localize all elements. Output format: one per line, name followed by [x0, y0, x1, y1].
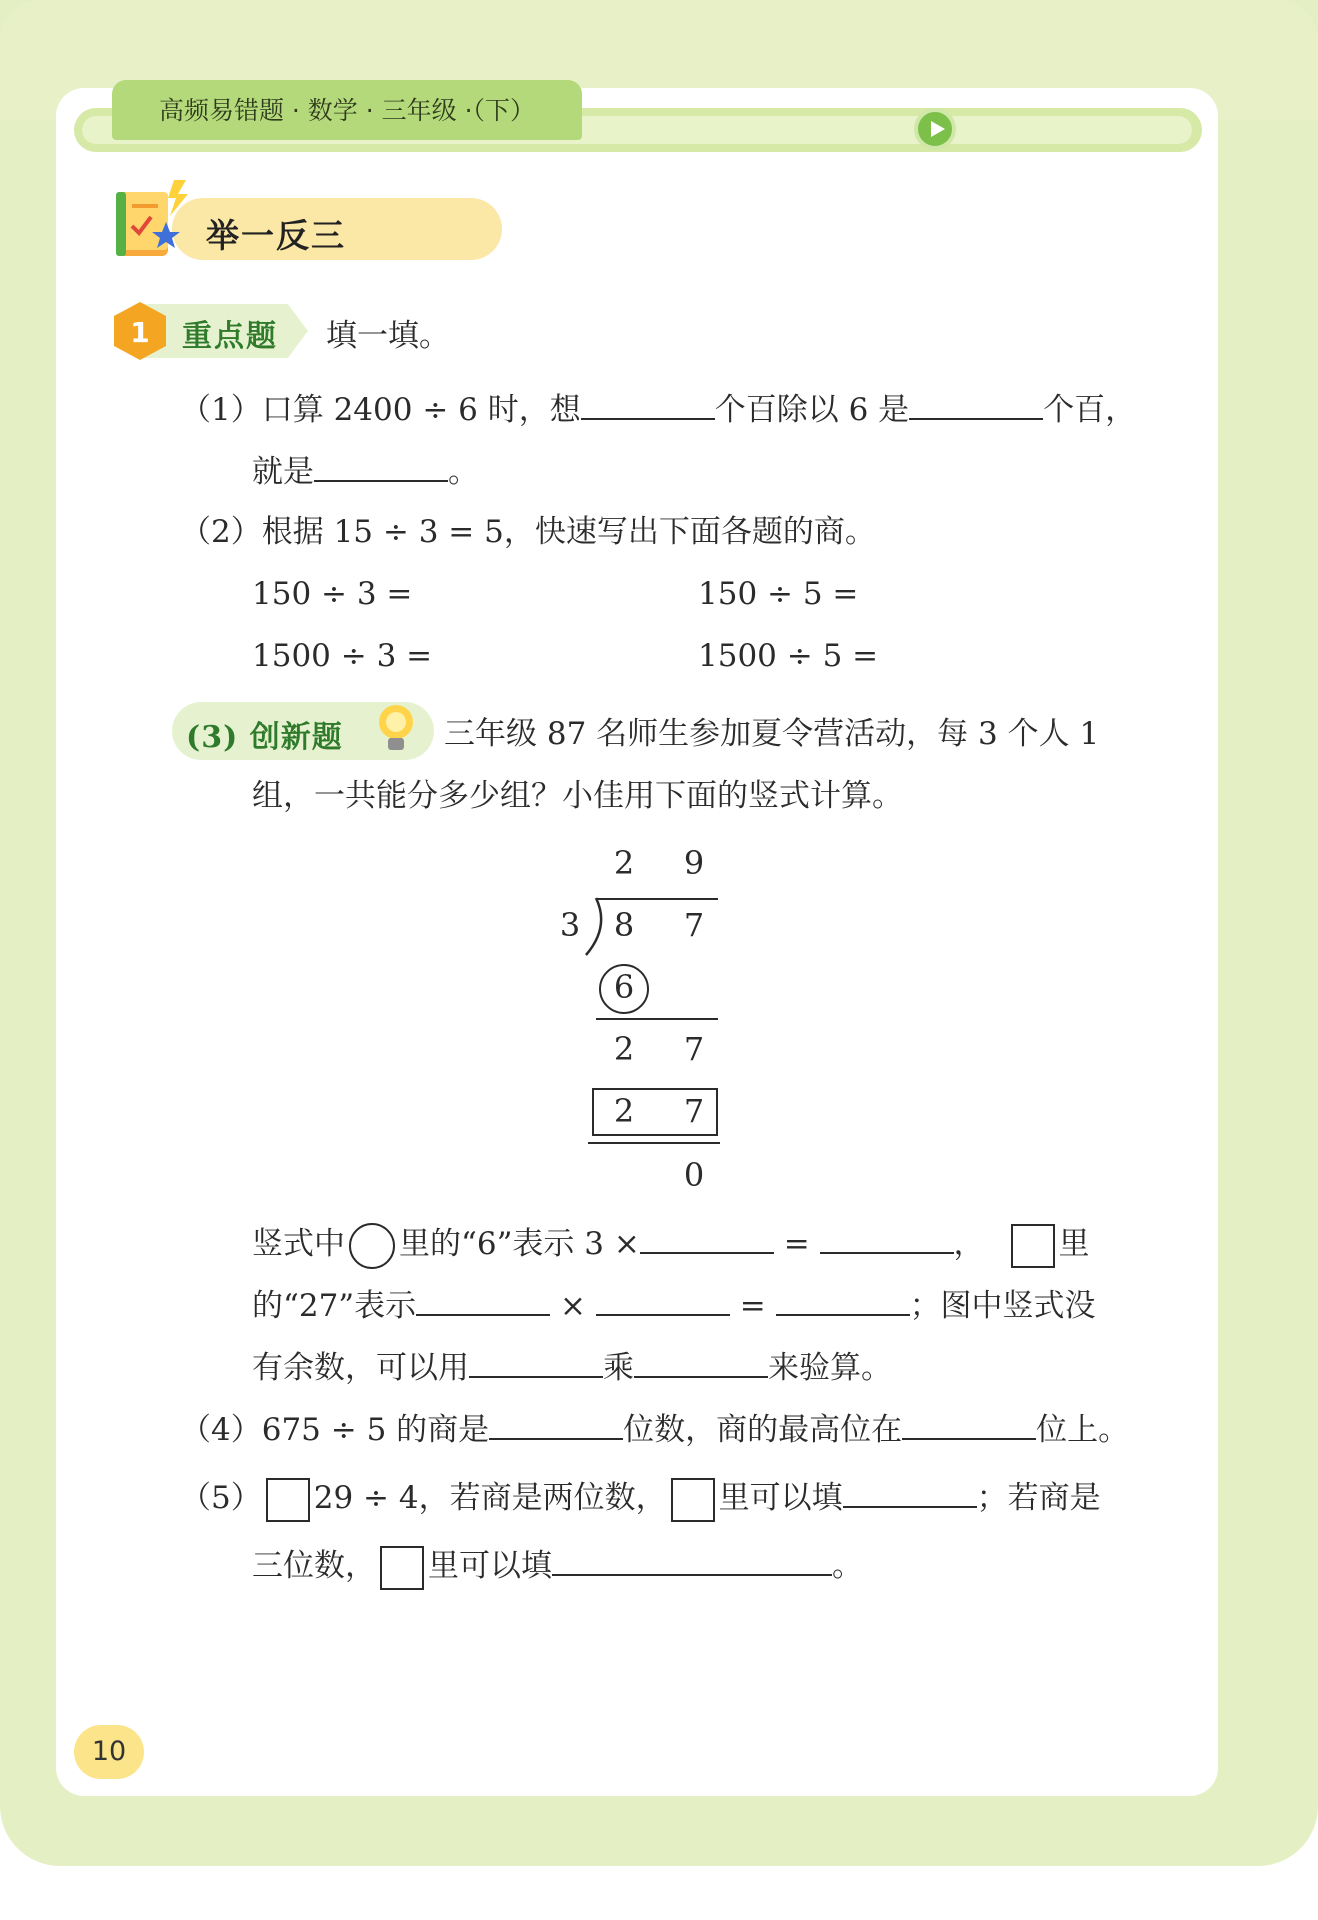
answer-blank[interactable]: [596, 1284, 730, 1316]
answer-blank[interactable]: [640, 1222, 774, 1254]
answer-blank[interactable]: [314, 450, 448, 482]
division-bar: [596, 898, 718, 900]
answer-blank[interactable]: [634, 1346, 768, 1378]
answer-blank[interactable]: [820, 1222, 954, 1254]
item-4-number: （4）: [180, 1412, 262, 1448]
quotient-digit: 9: [683, 844, 705, 882]
item-1-text-d: 就是: [252, 454, 314, 490]
text: =: [783, 1226, 810, 1262]
text: 有余数，可以用: [252, 1350, 469, 1386]
equation: 1500 ÷ 5 =: [698, 638, 879, 674]
item-1-line-2: [252, 450, 479, 492]
item-3-fill-line-2: [252, 1284, 1096, 1326]
question-prompt: 填一填。: [326, 318, 450, 354]
item-2-intro-line: [180, 512, 876, 552]
subtraction-line: [588, 1142, 720, 1144]
innovation-tag: (3) 创新题: [186, 720, 343, 755]
item-3-line-1: 三年级 87 名师生参加夏令营活动，每 3 个人 1: [444, 716, 1100, 752]
item-2-number: （2）: [180, 514, 262, 550]
dividend-digit: 8: [613, 906, 635, 944]
text: 。: [832, 1548, 863, 1584]
item-5-line-1: [180, 1476, 1101, 1522]
subtraction-line: [596, 1018, 718, 1020]
item-4-line: [180, 1408, 1129, 1450]
item-3-line-2: 组，一共能分多少组？小佳用下面的竖式计算。: [252, 778, 903, 814]
box-symbol: [671, 1478, 715, 1522]
answer-blank[interactable]: [902, 1408, 1036, 1440]
answer-blank[interactable]: [416, 1284, 550, 1316]
equation: 150 ÷ 5 =: [698, 576, 859, 612]
item-3-fill-line-1: [252, 1222, 1090, 1269]
answer-blank[interactable]: [909, 388, 1043, 420]
equation: 150 ÷ 3 =: [252, 576, 413, 612]
dividend-digit: 7: [683, 906, 705, 944]
item-1-text-e: 。: [448, 454, 479, 490]
text: ；若商是: [976, 1480, 1101, 1516]
circle-symbol: [349, 1223, 395, 1269]
box-symbol: [1011, 1224, 1055, 1268]
play-icon: [914, 108, 956, 150]
notebook-icon: [112, 178, 192, 262]
item-1-number: （1）: [180, 392, 262, 428]
box-symbol: [266, 1478, 310, 1522]
answer-blank[interactable]: [552, 1544, 832, 1576]
text: 的“27”表示: [252, 1288, 417, 1324]
lightbulb-icon: [374, 702, 418, 756]
text: 里可以填: [718, 1480, 843, 1516]
question-number-badge: [112, 300, 168, 362]
box-symbol: [380, 1546, 424, 1590]
divisor: 3: [559, 906, 581, 944]
item-5-number: （5）: [180, 1480, 262, 1516]
text: =: [739, 1288, 766, 1324]
text: 三位数，: [252, 1548, 376, 1584]
header-breadcrumb: 高频易错题 · 数学 · 三年级 ·（下）: [112, 80, 582, 140]
text: 里的“6”表示 3 ×: [399, 1226, 640, 1262]
step-digit: 7: [683, 1092, 705, 1130]
text: 675 ÷ 5 的商是: [261, 1412, 490, 1448]
item-3-fill-line-3: [252, 1346, 892, 1388]
text: 位上。: [1036, 1412, 1130, 1448]
item-1-text-b: 个百除以 6 是: [714, 392, 910, 428]
text: 位数，商的最高位在: [623, 1412, 903, 1448]
item-5-line-2: [252, 1544, 863, 1590]
text: 来验算。: [768, 1350, 892, 1386]
equation: 1500 ÷ 3 =: [252, 638, 433, 674]
step-digit: 2: [613, 1092, 635, 1130]
text: 乘: [603, 1350, 634, 1386]
step-digit: 7: [683, 1030, 705, 1068]
item-1-text-c: 个百，: [1043, 392, 1137, 428]
text: ，: [953, 1226, 985, 1262]
answer-blank[interactable]: [469, 1346, 603, 1378]
text: 里可以填: [428, 1548, 552, 1584]
text: ；图中竖式没: [909, 1288, 1096, 1324]
step-digit: 6: [613, 968, 635, 1006]
question-tag: 重点题: [182, 319, 278, 354]
text: ×: [560, 1288, 586, 1324]
step-digit: 2: [613, 1030, 635, 1068]
quotient-digit: 2: [613, 844, 635, 882]
text: 里: [1058, 1226, 1090, 1262]
item-2-intro: 根据 15 ÷ 3 = 5，快速写出下面各题的商。: [261, 514, 876, 550]
answer-blank[interactable]: [776, 1284, 910, 1316]
text: 竖式中: [252, 1226, 345, 1262]
answer-blank[interactable]: [581, 388, 715, 420]
text: 29 ÷ 4，若商是两位数，: [313, 1480, 667, 1516]
item-1-text-a: 口算 2400 ÷ 6 时，想: [261, 392, 581, 428]
answer-blank[interactable]: [843, 1476, 977, 1508]
item-1-line-1: [180, 388, 1136, 430]
page-number: 10: [74, 1725, 144, 1779]
remainder: 0: [683, 1156, 705, 1194]
answer-blank[interactable]: [489, 1408, 623, 1440]
question-number: 1: [130, 316, 150, 349]
section-title: 举一反三: [206, 216, 346, 255]
